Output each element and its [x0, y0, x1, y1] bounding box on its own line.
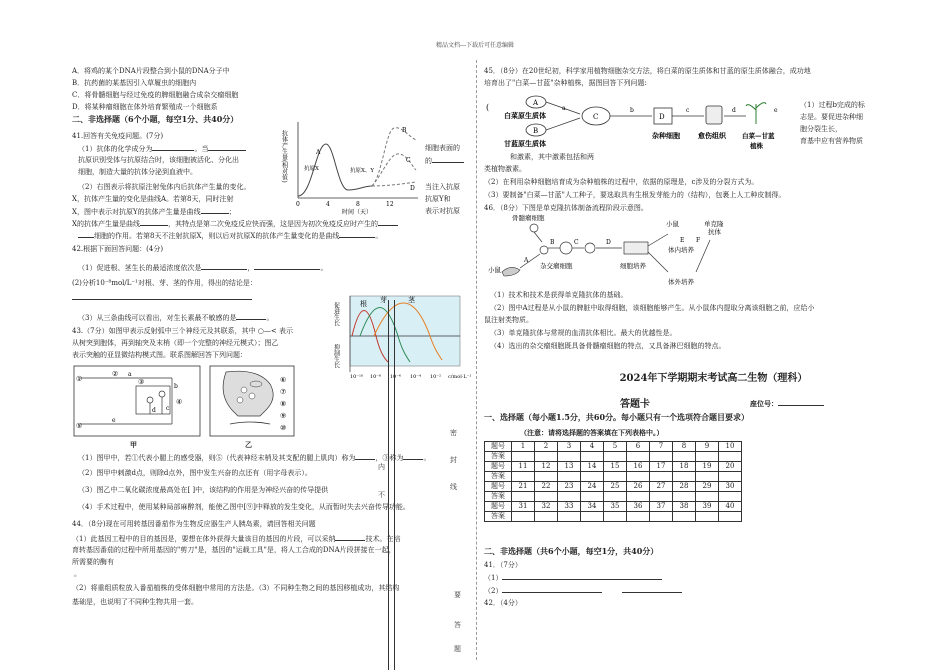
- row-label: 题号: [485, 462, 512, 472]
- question-number-cell: 6: [627, 442, 650, 452]
- answer-cell[interactable]: [558, 492, 581, 502]
- answer-cell[interactable]: [719, 452, 742, 462]
- point-d: d: [152, 407, 156, 414]
- option-a: A．将鸡的某个DNA片段整合到小鼠的DNA分子中: [72, 67, 230, 75]
- q41-line6: [72, 206, 236, 217]
- q44-line6: 基础是，也说明了不同种生物共用一套。: [72, 598, 198, 606]
- question-number-cell: 40: [719, 502, 742, 512]
- answer-field[interactable]: [502, 572, 662, 580]
- seal-line-left: [388, 300, 389, 670]
- q41-7a: X的抗体产生量是曲线: [72, 220, 140, 228]
- answer-field[interactable]: [502, 585, 602, 593]
- q45-line5: （2）在利用杂种细胞培育成为杂种植株的过程中，依据的原理是，c涉及的分裂方式为。: [484, 178, 759, 186]
- answer-cell[interactable]: [535, 512, 558, 522]
- answer-cell[interactable]: [512, 472, 535, 482]
- answer-blank: [208, 143, 246, 151]
- mab-mouse1: 小鼠: [666, 220, 679, 228]
- step-c: c: [686, 107, 690, 114]
- answer-cell[interactable]: [535, 472, 558, 482]
- point-7: ⑦: [280, 388, 287, 396]
- q41-1a: （1）抗体的化学成分为: [78, 145, 153, 153]
- answer-blank: [201, 206, 229, 214]
- question-number-cell: 28: [673, 482, 696, 492]
- reflex-arc-figure: [72, 364, 202, 438]
- column-divider: [476, 60, 477, 660]
- q41-line8: [78, 230, 382, 241]
- answer-cell[interactable]: [719, 512, 742, 522]
- point-3: ③: [138, 378, 145, 386]
- flow-hybrid-cell: 杂种细胞: [652, 131, 680, 140]
- protoplast-fusion-flow: [484, 90, 794, 152]
- q41-line5: X，抗体产生量的变化是曲线A。若第8天，同时注射: [72, 195, 234, 203]
- q41-1c: 细胞表面的: [425, 144, 460, 152]
- section2-heading: 二、非选择题（6个小题，每空1分、共40分）: [72, 114, 239, 124]
- section1-heading: 一、选择题（每小题1.5分，共60分。每小题只有一个选项符合题目要求）: [484, 412, 750, 422]
- question-number-cell: 22: [535, 482, 558, 492]
- answer-cell[interactable]: [719, 492, 742, 502]
- q44-title: 44．（8分)现在可用转基因番茄作为生物反应器生产人胰岛素，请回答相关问题: [72, 520, 316, 528]
- question-number-cell: 15: [604, 462, 627, 472]
- callus-jar: [706, 106, 722, 124]
- q45-line1: 45．（8分）在20世纪初，科学家用植物细胞杂交方法，将白菜的原生质体和甘蓝的原生质体融合，成功地: [484, 67, 811, 75]
- auxin-unit: c/mol·L⁻¹: [448, 374, 472, 380]
- question-number-cell: 13: [558, 462, 581, 472]
- step-A: A: [524, 257, 529, 264]
- question-number-cell: 8: [673, 442, 696, 452]
- question-number-cell: 17: [650, 462, 673, 472]
- mab-invivo: 体内培养: [668, 246, 694, 254]
- step-a: a: [562, 105, 566, 112]
- answer-cell[interactable]: [581, 472, 604, 482]
- row-label: 题号: [485, 502, 512, 512]
- q42-line2: (2)分析10⁻⁸mol/L⁻¹对根、芽、茎的作用，得出的结论是：: [72, 279, 257, 287]
- answer-cell[interactable]: [696, 492, 719, 502]
- answer-cell[interactable]: [650, 492, 673, 502]
- flow-callus: 愈伤组织: [698, 131, 726, 140]
- curve-label-d: D: [410, 185, 415, 192]
- answer-card-title: 答题卡: [620, 399, 650, 410]
- q43-line1: 43.（7分）如图甲表示反射弧中三个神经元及其联系，其中 ○—< 表示: [72, 327, 294, 335]
- q45-line3: 和激素，其中激素包括和两: [510, 153, 594, 161]
- q44-line2: 育转基因番茄的过程中所用基因的"剪刀"是，基因的"运载工具"是，将人工合成的DNA片段拼接在一起，: [72, 546, 396, 554]
- monoclonal-antibody-flow: [484, 212, 744, 290]
- answer-blank: [72, 292, 252, 300]
- q45-line6: （3）要制备"白菜—甘蓝"人工种子，要选取具有生根发芽能力的（结构），包裹上人工种皮制得。: [484, 191, 786, 199]
- question-number-cell: 11: [512, 462, 535, 472]
- q41-1b: 。当: [194, 145, 209, 153]
- step-F: F: [696, 237, 701, 244]
- answer-cell[interactable]: [535, 452, 558, 462]
- point-a: a: [128, 371, 132, 378]
- answer-blank: [432, 155, 464, 163]
- point-2: ②: [112, 370, 119, 378]
- answer-blank: [403, 452, 423, 460]
- q41-line6c: 表示对抗原: [425, 207, 460, 215]
- mouse-icon: [502, 267, 520, 276]
- q45-side1: （1）过程b完成的标: [800, 101, 865, 109]
- mab-invitro: 体外培养: [668, 278, 694, 286]
- answer-cell[interactable]: [604, 472, 627, 482]
- q41-line7: [72, 218, 398, 229]
- question-number-cell: 30: [719, 482, 742, 492]
- mab-hybridoma: 杂交瘤细胞: [540, 262, 573, 270]
- x-tick-12: 12: [386, 201, 394, 208]
- auxin-tick-4: 10⁻²: [430, 374, 442, 380]
- annotation-antigen-xy: 抗原X、Y: [350, 168, 375, 174]
- q44-line3: 所需要的酶有: [72, 558, 114, 566]
- culture-flask: [624, 242, 648, 254]
- answer-field[interactable]: [622, 585, 682, 593]
- answer-cell[interactable]: [673, 512, 696, 522]
- question-number-cell: 5: [604, 442, 627, 452]
- question-number-cell: 3: [558, 442, 581, 452]
- q41-2b: 的: [425, 157, 432, 165]
- question-number-cell: 33: [558, 502, 581, 512]
- point-e: e: [112, 417, 116, 424]
- point-6: ⑥: [280, 376, 287, 384]
- seal-line-right: [394, 300, 395, 670]
- plant-icon: [746, 103, 766, 124]
- a41-line1: [484, 572, 662, 583]
- question-number-cell: 1: [512, 442, 535, 452]
- q41-line2b: [425, 155, 464, 166]
- seal-char: 答: [454, 621, 461, 629]
- q41-6b: ；: [228, 208, 236, 216]
- flow-baicai: 白菜原生质体: [504, 111, 546, 120]
- option-c: C．将骨髓细胞与经过免疫的脾细胞融合成杂交瘤细胞: [72, 91, 239, 99]
- answer-blank: [152, 143, 194, 151]
- question-number-cell: 19: [696, 462, 719, 472]
- answer-cell[interactable]: [512, 492, 535, 502]
- antibody-xlabel: 时间（天）: [342, 209, 373, 216]
- point-4: ④: [176, 398, 183, 406]
- section2-answer-heading: 二、非选择题（共6个小题，每空1分，共40分）: [484, 546, 659, 556]
- answer-blank: [201, 262, 247, 270]
- question-number-cell: 36: [627, 502, 650, 512]
- step-d: d: [732, 107, 736, 114]
- answer-table-row: [485, 472, 742, 482]
- q46-line2: （2）图中A过程是从小鼠的脾脏中取得细胞，该细胞能够产生。从小鼠体内提取分离该细胞之前，应给小: [490, 304, 815, 312]
- flow-end1: 白菜—甘蓝: [742, 132, 775, 140]
- answer-cell[interactable]: [650, 512, 673, 522]
- option-b: B．抗药菌的某基因引入草履虫的细胞内: [72, 79, 197, 87]
- question-number-cell: 2: [535, 442, 558, 452]
- question-number-cell: 10: [719, 442, 742, 452]
- step-B: B: [550, 239, 555, 246]
- label-yi: 乙: [245, 440, 252, 449]
- question-number-cell: 25: [604, 482, 627, 492]
- q42-line2-blank: [72, 292, 252, 303]
- question-number-cell: 27: [650, 482, 673, 492]
- label-stem: 茎: [408, 296, 415, 304]
- label-jia: 甲: [130, 440, 137, 449]
- a41-2-label: （2）: [484, 587, 503, 595]
- answer-cell[interactable]: [673, 472, 696, 482]
- step-E: E: [680, 237, 685, 244]
- answer-cell[interactable]: [627, 472, 650, 482]
- a42-title: 42．（4分）: [484, 599, 522, 607]
- seal-char: 密: [450, 429, 457, 437]
- q45-side2: 志是。要促进杂种细: [800, 113, 863, 121]
- mab-culture: 细胞培养: [620, 262, 646, 270]
- auxin-ylabel-inhibit: 抑制生长: [332, 344, 340, 368]
- answer-cell[interactable]: [581, 492, 604, 502]
- q43-line6: （3）图乙中二氧化碳浓度最高处在[ ]中，该结构的作用是为神经兴奋的传导提供: [78, 486, 329, 494]
- q45-line4: 类植物激素。: [484, 165, 526, 173]
- q41-7b: ，其特点是第二次免疫反应快而强，这是因为初次免疫反应时产生的: [167, 220, 378, 228]
- antibody-chart: [282, 116, 422, 216]
- q44-1b: 技术。在培: [365, 535, 401, 543]
- question-number-cell: 14: [581, 462, 604, 472]
- seal-char: 题: [454, 645, 461, 653]
- q46-line4: （3）单克隆抗体与常规的血清抗体相比。最大的优越性是。: [490, 329, 677, 337]
- q43-4b: ，③称为: [375, 454, 404, 462]
- answer-cell[interactable]: [627, 492, 650, 502]
- answer-cell[interactable]: [673, 452, 696, 462]
- q44-1a: （1）此基因工程中的目的基因是，要想在体外获得大量该目的基因的片段，可以采纳: [72, 535, 336, 543]
- q42-line3: [78, 312, 273, 323]
- q41-line5b: 抗原Y和: [425, 195, 451, 203]
- option-d: D．将某种瘤细胞在体外培育繁殖成一个细胞系: [72, 103, 218, 111]
- mab-myeloma: 骨髓瘤细胞: [512, 214, 545, 222]
- answer-blank: [236, 312, 266, 320]
- answer-blank: [254, 262, 320, 270]
- point-b: b: [174, 383, 178, 390]
- auxin-ylabel-promote: 促进生长: [332, 302, 340, 326]
- answer-table: [484, 441, 742, 522]
- question-number-cell: 39: [696, 502, 719, 512]
- answer-cell[interactable]: [558, 512, 581, 522]
- answer-cell[interactable]: [650, 452, 673, 462]
- mab-mouse2: 小鼠: [488, 266, 501, 274]
- answer-cell[interactable]: [558, 452, 581, 462]
- auxin-tick-0: 10⁻¹⁰: [350, 374, 364, 380]
- answer-blank: [335, 533, 365, 541]
- seat-label: 座位号：: [750, 399, 778, 408]
- question-number-cell: 38: [673, 502, 696, 512]
- a41-title: 41．（7分）: [484, 561, 522, 569]
- point-5: ⑤: [76, 422, 83, 430]
- q43-4a: （1）图甲中，若①代表小腿上的感受器，则⑤（代表神经末梢及其支配的腿上肌肉）称为: [78, 454, 356, 462]
- q41-line4: （2）右图表示将抗原注射兔体内后抗体产生量的变化。: [78, 183, 251, 191]
- answer-cell[interactable]: [604, 452, 627, 462]
- flow-ganlan: 甘蓝原生质体: [504, 139, 546, 148]
- q41-line4b: 当注入抗原: [425, 183, 460, 191]
- q43-4c: 。: [423, 454, 431, 462]
- q42-1c: 。: [320, 264, 328, 272]
- question-number-cell: 16: [627, 462, 650, 472]
- q41-line1: [78, 143, 246, 154]
- flow-end2: 植株: [750, 142, 763, 150]
- answer-blank: [378, 218, 398, 226]
- synapse-figure: [208, 364, 296, 438]
- auxin-tick-1: 10⁻⁸: [370, 374, 382, 380]
- q46-line1: （1）技术和技术是获得单克隆抗体的基础。: [490, 291, 628, 299]
- row-label: 题号: [485, 442, 512, 452]
- auxin-tick-2: 10⁻⁶: [390, 374, 402, 380]
- q43-line2: 从树突到胞体，再到轴突及末梢（即一个完整的神经元模式）；图乙: [72, 339, 279, 347]
- mab-antibody1: 单克隆: [704, 220, 724, 228]
- question-number-cell: 34: [581, 502, 604, 512]
- antibody-ylabel: 抗体产生量(相对值): [280, 130, 288, 183]
- answer-table-row: [485, 512, 742, 522]
- question-number-cell: 21: [512, 482, 535, 492]
- q44-line5: （2）将重组质粒放入番茄植株的受体细胞中常用的方法是。（3）不同种生物之间的基因移植成功，其结构: [72, 584, 400, 592]
- q43-line7: （4）手术过程中，使用某种局部麻醉剂，能使乙图中[⑨]中释放的发生变化，从而暂时失去兴奋传导功能。: [78, 503, 410, 511]
- q42-title: 42.根据下面回答问题：(4分): [72, 245, 164, 253]
- seal-char: 要: [454, 591, 461, 599]
- q42-1a: （1）促进根、茎生长的最适浓度依次是: [78, 264, 202, 272]
- q43-line5: （2）图甲中刺激d点，则除d点外，图中发生兴奋的点还有（用字母表示）。: [78, 469, 312, 477]
- answer-cell[interactable]: [604, 492, 627, 502]
- question-number-cell: 24: [581, 482, 604, 492]
- q46-line5: （4）选出的杂交瘤细胞既具备骨髓瘤细胞的特点，又具备淋巴细胞的特点。: [490, 342, 726, 350]
- answer-cell[interactable]: [627, 512, 650, 522]
- answer-table-row: [485, 452, 742, 462]
- row-label: 题号: [485, 482, 512, 492]
- step-b: b: [630, 107, 634, 114]
- answer-cell[interactable]: [512, 512, 535, 522]
- q46-line3: 鼠注射类物质。: [484, 316, 533, 324]
- answer-table-row: [485, 462, 742, 472]
- question-number-cell: 37: [650, 502, 673, 512]
- q41-6a: X，图中表示对抗原Y的抗体产生量是曲线: [72, 208, 201, 216]
- answer-table-row: [485, 492, 742, 502]
- q44-line1: [72, 533, 400, 544]
- answer-cell[interactable]: [604, 512, 627, 522]
- point-1: ①: [76, 375, 83, 383]
- question-number-cell: 9: [696, 442, 719, 452]
- answer-cell[interactable]: [627, 452, 650, 462]
- curve-label-c: C: [406, 157, 411, 164]
- auxin-tick-3: 10⁻⁴: [410, 374, 422, 380]
- point-10: ⑩: [280, 424, 287, 432]
- question-number-cell: 12: [535, 462, 558, 472]
- q45-side4: 育基中应有营养物质: [800, 137, 863, 145]
- answer-blank: [140, 218, 168, 226]
- row-label: 答案: [485, 492, 512, 502]
- row-label: 答案: [485, 472, 512, 482]
- row-label: 答案: [485, 512, 512, 522]
- q42-3: （3）从三条曲线可以看出，对生长素最不敏感的是: [78, 314, 237, 322]
- question-number-cell: 26: [627, 482, 650, 492]
- exam-title: 2024年下学期期末考试高二生物（理科）: [619, 373, 808, 384]
- q45-side3: 胞分裂生长，: [800, 125, 842, 133]
- seal-char: 封: [450, 456, 457, 464]
- question-number-cell: 7: [650, 442, 673, 452]
- answer-table-row: [485, 482, 742, 492]
- flow-label-c: C: [593, 113, 599, 121]
- answer-table-row: [485, 442, 742, 452]
- answer-cell[interactable]: [650, 472, 673, 482]
- a41-line2: [484, 585, 682, 596]
- annotation-antigen-x: 抗原X: [304, 166, 319, 172]
- q42-line1: [78, 262, 327, 273]
- flow-label-a: A: [533, 99, 539, 107]
- question-number-cell: 29: [696, 482, 719, 492]
- question-number-cell: 23: [558, 482, 581, 492]
- answer-cell[interactable]: [696, 512, 719, 522]
- answer-table-body: [485, 442, 742, 522]
- x-tick-8: 8: [356, 201, 360, 208]
- answer-blank: [78, 230, 94, 238]
- mab-antibody2: 抗体: [708, 228, 721, 236]
- seat-number: [750, 398, 824, 409]
- answer-cell[interactable]: [696, 472, 719, 482]
- question-number-cell: 4: [581, 442, 604, 452]
- label-bud: 芽: [380, 296, 387, 304]
- q46-title: 46．（8分）下图是单克隆抗体制备流程阶段示意图。: [484, 204, 648, 212]
- q41-title: 41.回答有关免疫问题。(7分): [72, 132, 164, 140]
- paren-left: (: [486, 103, 490, 112]
- q44-line4: 。: [74, 570, 81, 578]
- question-number-cell: 31: [512, 502, 535, 512]
- point-9: ⑨: [280, 412, 287, 420]
- q45-line2: 培育出了"白菜—甘蓝"杂种植株，据图回答下列问题:: [484, 79, 647, 87]
- curve-label-a: A: [316, 149, 321, 156]
- question-number-cell: 18: [673, 462, 696, 472]
- q43-line3: 表示突触的亚显微结构模式图。联系图解回答下列问题：: [72, 351, 247, 359]
- answer-cell[interactable]: [512, 452, 535, 462]
- question-number-cell: 35: [604, 502, 627, 512]
- answer-blank: [339, 230, 375, 238]
- point-8: ⑧: [280, 400, 287, 408]
- seal-char: 内: [378, 463, 385, 471]
- seat-blank[interactable]: [778, 398, 824, 406]
- q41-line2: 抗原识别受体与抗原结合时，该细胞被活化、分化出: [78, 156, 239, 164]
- step-C: C: [574, 239, 579, 246]
- auxin-chart: [330, 292, 480, 384]
- answer-table-row: [485, 502, 742, 512]
- answer-cell[interactable]: [581, 512, 604, 522]
- q42-1b: ，: [247, 264, 255, 272]
- x-tick-0: 0: [296, 201, 300, 208]
- x-tick-4: 4: [326, 201, 330, 208]
- answer-cell[interactable]: [673, 492, 696, 502]
- row-label: 答案: [485, 452, 512, 462]
- answer-cell[interactable]: [696, 452, 719, 462]
- q41-8a: 细胞的作用。若第8天不注射抗原X，则以后对抗原X的抗体产生量变化的是曲线: [94, 232, 340, 240]
- question-number-cell: 32: [535, 502, 558, 512]
- point-c: c: [166, 405, 170, 412]
- label-root: 根: [360, 300, 367, 308]
- table-note: （注意：请将选择题的答案填在下列表格中。）: [520, 428, 664, 437]
- seal-char: 不: [378, 491, 385, 499]
- answer-cell[interactable]: [535, 492, 558, 502]
- answer-blank: [355, 452, 375, 460]
- flow-label-d: D: [659, 113, 665, 121]
- answer-cell[interactable]: [558, 472, 581, 482]
- step-D: D: [606, 239, 611, 246]
- q42-3b: 。: [266, 314, 274, 322]
- seal-char: 线: [450, 483, 457, 491]
- page-header: 精品文档---下载后可任意编辑: [435, 42, 515, 49]
- answer-cell[interactable]: [581, 452, 604, 462]
- curve-label-b: B: [402, 127, 407, 134]
- question-number-cell: 20: [719, 462, 742, 472]
- flow-label-b: B: [533, 127, 539, 135]
- answer-cell[interactable]: [719, 472, 742, 482]
- step-e: e: [774, 107, 778, 114]
- q41-8b: 。: [375, 232, 383, 240]
- q41-line3: 细胞，制造大量的抗体分泌到血液中。: [78, 168, 197, 176]
- a41-1-label: （1）: [484, 574, 503, 582]
